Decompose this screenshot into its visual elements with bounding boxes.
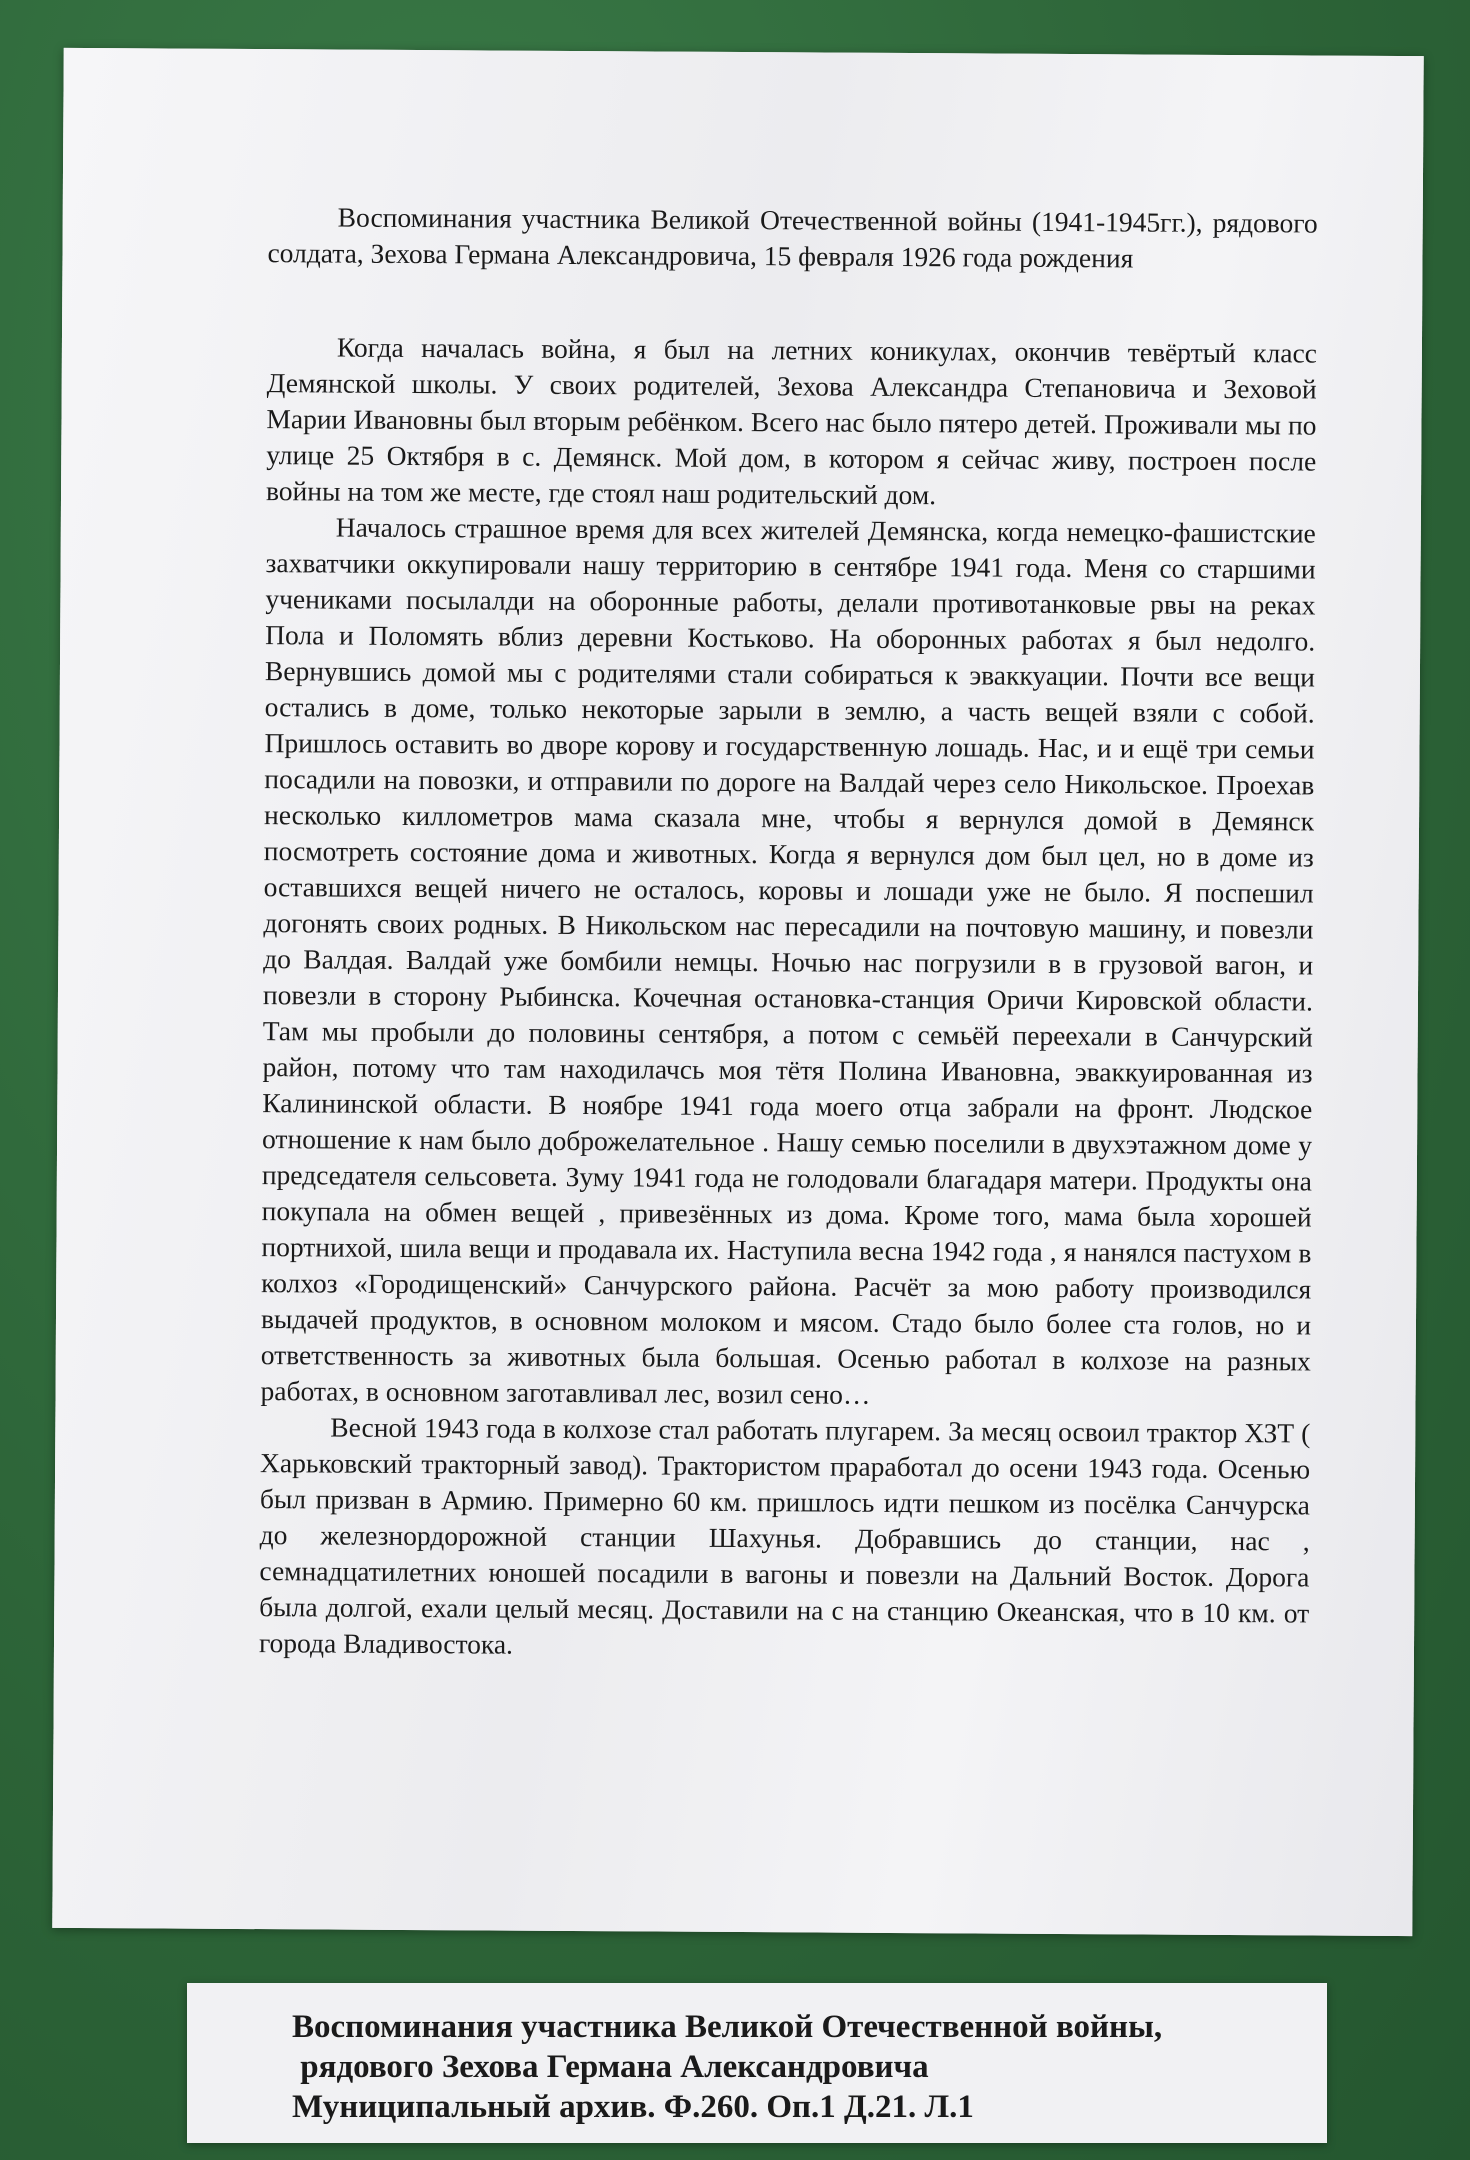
- document-heading: Воспоминания участника Великой Отечественной войны (1941-1945гг.), рядового солдата, Зехова Германа Александровича, 15 февраля 1926 года рождения: [267, 201, 1318, 274]
- caption-line-title: Воспоминания участника Великой Отечественной войны,: [292, 2009, 1163, 2045]
- caption-text: [292, 2007, 1162, 2127]
- paragraph: Весной 1943 года в колхозе стал работать плугарем. За месяц освоил трактор ХЗТ ( Харьковский тракторный завод). Трактористом праработал до осени 1943 года. Осенью был призван в Армию. Примерно 60 км. пришлось идти пешком из посёлка Санчурска до железнордорожной станции Шахунья. Добравшись до станции, нас , семнадцатилетних юношей посадили в вагоны и повезли на Дальний Восток. Дорога была долгой, ехали целый месяц. Доставили на с на станцию Океанская, что в 10 км. от города Владивостока.: [258, 1411, 1311, 1660]
- document-sheet: [52, 48, 1423, 1936]
- paragraph: Когда началась война, я был на летних коникулах, окончив тевёртый класс Демянской школы. У своих родителей, Зехова Александра Степановича и Зеховой Марии Ивановны был вторым ребёнком. Всего нас было пятеро детей. Проживали мы по улице 25 Октября в с. Демянск. Мой дом, в котором я сейчас живу, построен после войны на том же месте, где стоял наш родительский дом.: [265, 331, 1318, 511]
- document-content: [259, 199, 1318, 1667]
- caption-line-archive-reference: Муниципальный архив. Ф.260. Оп.1 Д.21. Л.1: [292, 2089, 974, 2125]
- caption-line-author: рядового Зехова Германа Александровича: [292, 2049, 929, 2085]
- paragraph: Началось страшное время для всех жителей Демянска, когда немецко-фашистские захватчики оккупировали нашу территорию в сентябре 1941 года. Меня со старшими учениками посылалди на оборонные работы, делали противотанковые рвы на реках Пола и Поломять вблиз деревни Костьково. На оборонных работах я был недолго. Вернувшись домой мы с родителями стали собираться к эваккуации. Почти все вещи остались в доме, только некоторые зарыли в землю, а часть вещей взяли с собой. Пришлось оставить во дворе корову и государственную лошадь. Нас, и и ещё три семьи посадили на повозки, и отправили по дороге на Валдай через село Никольское. Проехав несколько киллометров мама сказала мне, чтобы я вернулся домой в Демянск посмотреть состояние дома и животных. Когда я вернулся дом был цел, но в доме из оставшихся вещей ничего не осталось, коровы и лошади уже не было. Я поспешил догонять своих родных. В Никольском нас пересадили на почтовую машину, и повезли до Валдая. Валдай уже бомбили немцы. Ночью нас погрузили в в грузовой вагон, и повезли в сторону Рыбинска. Кочечная остановка-станция Оричи Кировской области. Там мы пробыли до половины сентября, а потом с семьёй переехали в Санчурский район, потому что там находилачсь моя тётя Полина Ивановна, эваккуированная из Калининской области. В ноябре 1941 года моего отца забрали на фронт. Людское отношение к нам было доброжелательное . Нашу семью поселили в двухэтажном доме у председателя сельсовета. Зуму 1941 года не голодовали благадаря матери. Продукты она покупала на обмен вещей , привезённых из дома. Кроме того, мама была хорошей портнихой, шила вещи и продавала их. Наступила весна 1942 года , я нанялся пастухом в колхоз «Городищенский» Санчурского района. Расчёт за мою работу производился выдачей продуктов, в основном молоком и мясом. Стадо было более ста голов, но и ответственность за животных была большая. Осенью работал в колхозе на разных работах, в основном заготавливал лес, возил сено…: [260, 511, 1316, 1410]
- archive-caption-label: [187, 1983, 1327, 2143]
